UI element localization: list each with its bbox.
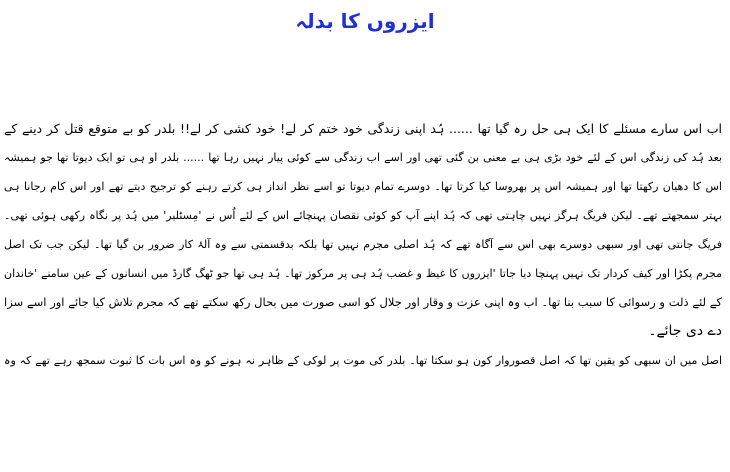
paragraph-line: اصل میں ان سبھی کو یقین تھا کہ اصل قصوروار کون ہو سکتا تھا۔ بلدر کی موت پر لوکی کے ظاہر نہ ہونے کو وہ اس بات کا ثبوت سمجھ رہے تھے کہ وہ xyxy=(4,354,722,367)
paragraph-line: کے لئے ذلت و رسوائی کا سبب بنا تھا۔ اب وہ اپنی عزت و وقار اور جلال کو اسی صورت میں بحال رکھ سکتے تھے کہ مجرم تلاش کیا جائے اور اسے سزا xyxy=(4,295,722,309)
paragraph-line: بعد ہُد کی زندگی اس کے لئے خود بڑی ہی بے معنی بن گئی تھی اور اسے اب زندگی سے کوئی پیار نہیں رہا تھا ...... بلدر او ہی تو ایک دیوتا تھا جو ہمیشہ xyxy=(4,151,722,164)
document-title: ایزروں کا بدلہ xyxy=(295,9,435,33)
document-body xyxy=(4,114,722,375)
paragraph-line: دے دی جائے۔ xyxy=(648,323,722,339)
paragraph-line: اب اس سارے مسئلے کا ایک ہی حل رہ گیا تھا ...... ہُد اپنی زندگی خود ختم کر لے! خود کشی کر لے!! بلدر کو بے متوقع قتل کر دینے کے xyxy=(4,121,722,136)
paragraph-line: مجرم پکڑا اور کیف کردار تک نہیں پہنچا دیا جاتا 'ایزروں کا غیظ و غضب ہُد ہی پر مرکوز تھا۔ ہُد ہی تھا جو ٹھگ گارڈ میں انسانوں کے عین سامنے 'خاندان xyxy=(4,267,722,280)
paragraph-line: فریگ جانتی تھی اور سبھی دوسرے بھی اس سے آگاہ تھے کہ ہُد اصلی مجرم نہیں تھا بلکہ بدقسمتی سے وہ آلۂ کار ضرور بن گیا تھا۔ لیکن جب تک اصل xyxy=(4,238,722,251)
paragraph-line: اس کا دھیان رکھتا تھا اور ہمیشہ اس پر بھروسا کیا کرتا تھا۔ دوسرے تمام دیوتا تو اسے نظر انداز ہی کرتے رہنے کو ترجیح دیتے تھے اور اس کام رجانا ہی xyxy=(4,180,722,193)
paragraph-line: بہتر سمجھتے تھے۔ لیکن فریگ ہرگز نہیں چاہتی تھی کہ ہُد اپنے آپ کو کوئی نقصان پہنچائے اس کے لئے اُس نے 'مِسٹلیر' میں ہُد پر نگاہ رکھی ہوئی تھی۔ xyxy=(4,209,722,222)
